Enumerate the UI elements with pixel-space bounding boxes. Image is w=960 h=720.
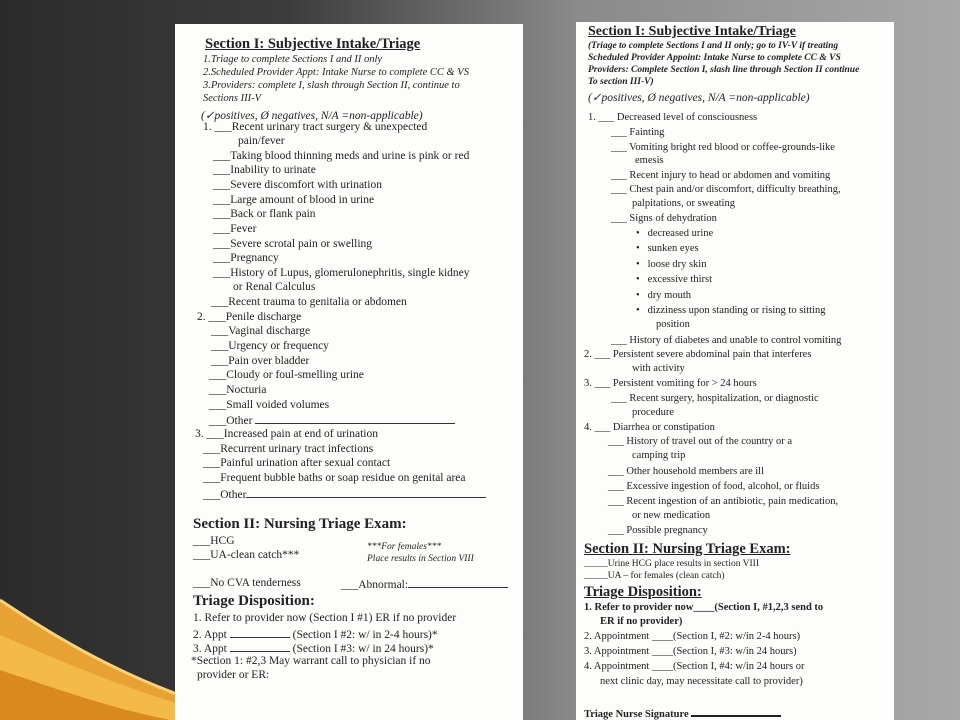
left-disp-2-label: 2. Appt xyxy=(193,629,227,641)
right-bullet-text: excessive thirst xyxy=(647,274,713,285)
left-item: 1. ___Recent urinary tract surgery & unexpected xyxy=(203,121,428,133)
left-item: ___Pain over bladder xyxy=(211,355,310,367)
right-item: ___ Fainting xyxy=(611,127,665,138)
right-section1-title: Section I: Subjective Intake/Triage xyxy=(588,24,796,39)
left-item: ___Large amount of blood in urine xyxy=(213,194,375,206)
right-bullet-item xyxy=(636,305,825,316)
left-other-label: ___Other xyxy=(209,415,253,427)
right-sec2-line: _____Urine HCG place results in section VIII xyxy=(584,559,760,569)
right-item: 4. ___ Diarrhea or constipation xyxy=(584,422,715,433)
right-disp-3: 3. Appointment ____(Section I, #3: w/in 24 hours) xyxy=(584,646,797,657)
right-item: ___ History of travel out of the country or a xyxy=(608,436,792,447)
right-item: 3. ___ Persistent vomiting for > 24 hours xyxy=(584,378,757,389)
left-disposition-title: Triage Disposition: xyxy=(193,593,315,609)
left-item: ___Severe scrotal pain or swelling xyxy=(213,238,373,250)
left-item: ___Inability to urinate xyxy=(213,164,316,176)
left-other-blank xyxy=(255,413,455,424)
left-item: ___Cloudy or foul-smelling urine xyxy=(209,369,364,381)
left-item: ___Back or flank pain xyxy=(213,208,316,220)
left-other-blank xyxy=(246,487,486,498)
left-item: ___Taking blood thinning meds and urine is pink or red xyxy=(213,150,470,162)
right-bullet-item xyxy=(636,243,699,254)
left-instr-4: Sections III-V xyxy=(203,93,262,104)
right-item: ___ Recent ingestion of an antibiotic, pain medication, xyxy=(608,496,839,507)
right-item: camping trip xyxy=(632,450,686,461)
right-bullet-item xyxy=(636,259,706,270)
right-signature-label: Triage Nurse Signature xyxy=(584,709,689,720)
right-bullet-text: dry mouth xyxy=(647,290,692,301)
left-disp-3-blank xyxy=(230,641,290,652)
left-ua: ___UA-clean catch*** xyxy=(193,549,300,561)
right-item: palpitations, or sweating xyxy=(632,198,735,209)
left-item: ___Fever xyxy=(213,223,257,235)
bullet-icon: • xyxy=(636,243,640,254)
left-hcg: ___HCG xyxy=(193,535,235,547)
left-item-other xyxy=(209,413,455,427)
right-sec2-line: _____UA – for females (clean catch) xyxy=(584,571,725,581)
right-bullet-text: decreased urine xyxy=(647,228,714,239)
left-item: ___Small voided volumes xyxy=(209,399,330,411)
left-disp-1: 1. Refer to provider now (Section I #1) ER if no provider xyxy=(193,612,457,624)
right-triage-form xyxy=(576,22,894,720)
left-abnormal-label: ___Abnormal: xyxy=(341,579,409,591)
left-cva: ___No CVA tenderness xyxy=(193,577,301,589)
left-item: ___Vaginal discharge xyxy=(211,325,311,337)
left-item: ___Urgency or frequency xyxy=(211,340,329,352)
right-bullet-item xyxy=(636,290,691,301)
right-disp-1-cont: ER if no provider) xyxy=(600,616,683,627)
left-disp-note-2: provider or ER: xyxy=(197,669,270,681)
right-instr-4: To section III-V) xyxy=(588,77,654,87)
left-disp-3 xyxy=(193,641,434,655)
left-instr-1: 1.Triage to complete Sections I and II only xyxy=(203,54,383,65)
right-item: ___ Chest pain and/or discomfort, difficulty breathing, xyxy=(611,184,841,195)
left-disp-2 xyxy=(193,627,438,641)
right-signature-line xyxy=(584,705,781,720)
right-instr-3: Providers: Complete Section I, slash line through Section II continue xyxy=(588,65,860,75)
right-section2-title: Section II: Nursing Triage Exam: xyxy=(584,541,791,557)
left-item: 2. ___Penile discharge xyxy=(197,311,302,323)
left-disp-3-note: (Section I #3: w/ in 24 hours)* xyxy=(292,643,434,655)
right-item: 2. ___ Persistent severe abdominal pain that interferes xyxy=(584,349,812,360)
left-item: ___Nocturia xyxy=(209,384,267,396)
left-instr-2: 2.Scheduled Provider Appt: Intake Nurse to complete CC & VS xyxy=(203,67,469,78)
bullet-icon: • xyxy=(636,259,640,270)
left-instr-3: 3.Providers: complete I, slash through Section II, continue to xyxy=(203,80,460,91)
left-legend: (✓positives, Ø negatives, N/A =non-applicable) xyxy=(201,110,423,122)
right-bullet-item xyxy=(636,228,713,239)
right-instr-2: Scheduled Provider Appoint: Intake Nurse to complete CC & VS xyxy=(588,53,841,63)
left-triage-form xyxy=(175,24,523,720)
right-item: emesis xyxy=(635,155,664,166)
left-place-note: Place results in Section VIII xyxy=(367,554,474,564)
right-item: ___ Excessive ingestion of food, alcohol, or fluids xyxy=(608,481,820,492)
left-section1-title: Section I: Subjective Intake/Triage xyxy=(205,36,421,52)
left-disp-3-label: 3. Appt xyxy=(193,643,227,655)
left-item: ___Painful urination after sexual contact xyxy=(203,457,391,469)
right-item: ___ Recent surgery, hospitalization, or diagnostic xyxy=(611,393,819,404)
right-instr-1: (Triage to complete Sections I and II only; go to IV-V if treating xyxy=(588,41,839,51)
right-bullet-item xyxy=(636,274,712,285)
right-signature-blank xyxy=(691,705,781,717)
left-disp-2-blank xyxy=(230,627,290,638)
left-item: 3. ___Increased pain at end of urination xyxy=(195,428,378,440)
right-bullet-text: sunken eyes xyxy=(647,243,699,254)
right-item: ___ Other household members are ill xyxy=(608,466,765,477)
left-abnormal-blank xyxy=(408,577,508,588)
right-item: procedure xyxy=(632,407,674,418)
left-item: ___Severe discomfort with urination xyxy=(213,179,382,191)
right-bullet-text: dizziness upon standing or rising to sitting xyxy=(647,305,826,316)
left-item: or Renal Calculus xyxy=(233,281,316,293)
right-disp-2: 2. Appointment ____(Section I, #2: w/in 2-4 hours) xyxy=(584,631,801,642)
left-item: ___History of Lupus, glomerulonephritis, single kidney xyxy=(213,267,470,279)
right-item: ___ Recent injury to head or abdomen and vomiting xyxy=(611,170,831,181)
left-item: ___Pregnancy xyxy=(213,252,279,264)
left-other-label: ___Other xyxy=(203,489,247,501)
right-disp-4-cont: next clinic day, may necessitate call to provider) xyxy=(600,676,803,687)
left-abnormal xyxy=(341,577,508,591)
bullet-icon: • xyxy=(636,305,640,316)
left-disp-2-note: (Section I #2: w/ in 2-4 hours)* xyxy=(292,629,438,641)
bullet-icon: • xyxy=(636,290,640,301)
right-bullet-text: loose dry skin xyxy=(647,259,707,270)
bullet-icon: • xyxy=(636,274,640,285)
left-item: pain/fever xyxy=(238,135,285,147)
left-item: ___Recent trauma to genitalia or abdomen xyxy=(211,296,407,308)
bullet-icon: • xyxy=(636,228,640,239)
right-item: 1. ___ Decreased level of consciousness xyxy=(588,112,758,123)
right-disposition-title: Triage Disposition: xyxy=(584,584,702,600)
left-item: ___Recurrent urinary tract infections xyxy=(203,443,374,455)
right-item: ___ Signs of dehydration xyxy=(611,213,717,224)
right-item: with activity xyxy=(632,363,685,374)
right-item: or new medication xyxy=(632,510,711,521)
right-item: ___ Vomiting bright red blood or coffee-grounds-like xyxy=(611,142,835,153)
right-item: position xyxy=(656,319,690,330)
right-item: ___ History of diabetes and unable to control vomiting xyxy=(611,335,842,346)
right-disp-1: 1. Refer to provider now____(Section I, #1,2,3 send to xyxy=(584,602,824,613)
right-legend: (✓positives, Ø negatives, N/A =non-applicable) xyxy=(588,92,810,104)
right-disp-4: 4. Appointment ____(Section I, #4: w/in 24 hours or xyxy=(584,661,805,672)
right-item: ___ Possible pregnancy xyxy=(608,525,708,536)
left-item-other xyxy=(203,487,486,501)
left-females-note: ***For females*** xyxy=(367,542,442,552)
left-item: ___Frequent bubble baths or soap residue on genital area xyxy=(203,472,466,484)
left-section2-title: Section II: Nursing Triage Exam: xyxy=(193,516,407,532)
left-disp-note-1: *Section 1: #2,3 May warrant call to physician if no xyxy=(191,655,431,667)
